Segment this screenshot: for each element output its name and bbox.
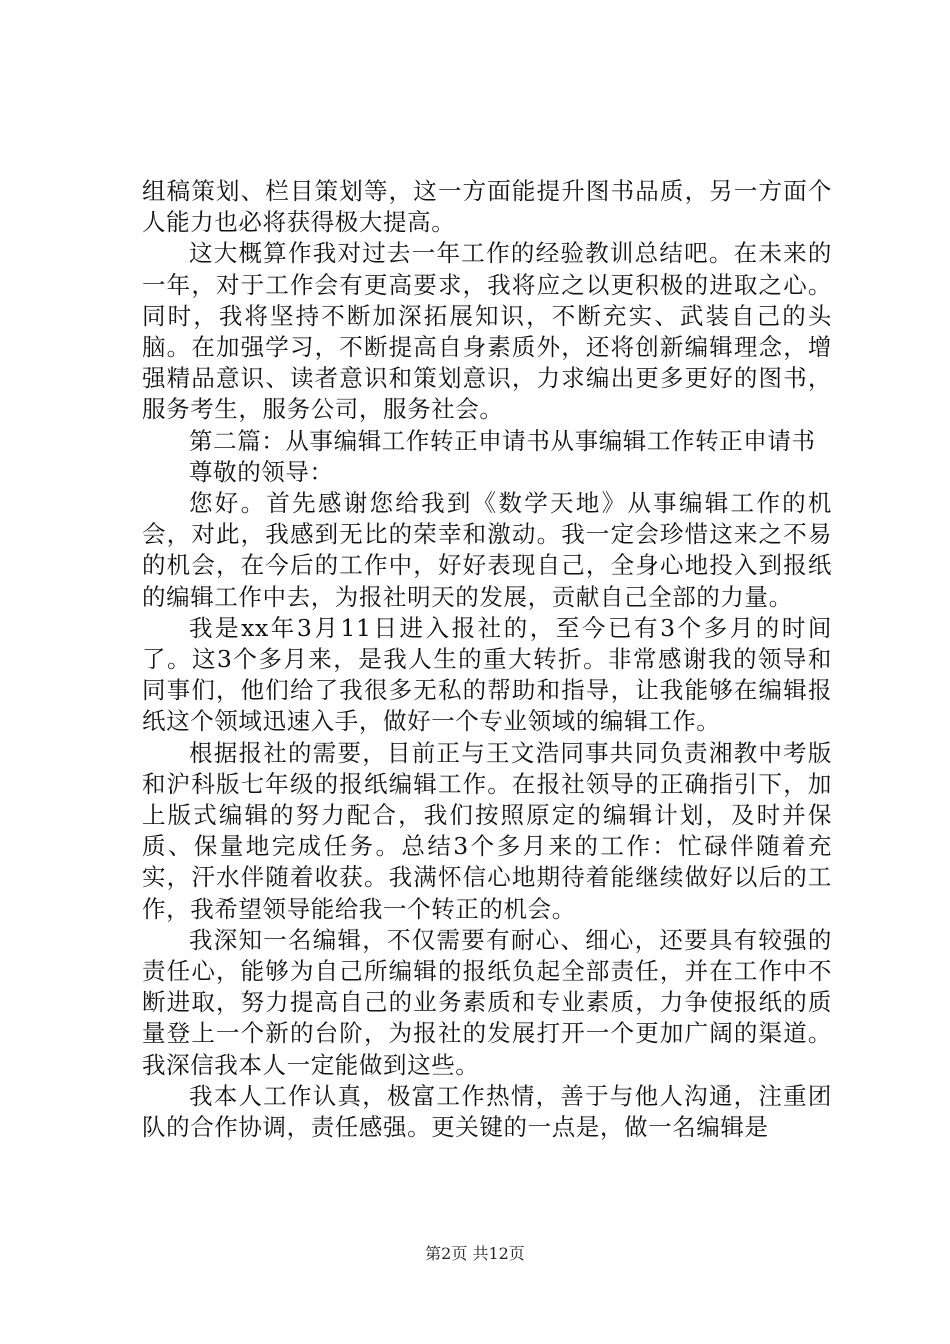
paragraph-2: 这大概算作我对过去一年工作的经验教训总结吧。在未来的一年，对于工作会有更高要求，我将应之以更积极的进取之心。同时，我将坚持不断加深拓展知识，不断充实、武装自己的头脑。在加强学习，不断提高自身素质外，还将创新编辑理念，增强精品意识、读者意识和策划意识，力求编出更多更好的图书，服务考生，服务公司，服务社会。 (142, 239, 832, 424)
document-body (142, 176, 832, 1143)
paragraph-work-summary: 根据报社的需要，目前正与王文浩同事共同负责湘教中考版和沪科版七年级的报纸编辑工作。在报社领导的正确指引下，加上版式编辑的努力配合，我们按照原定的编辑计划，及时并保质、保量地完成任务。总结3个多月来的工作：忙碌伴随着充实，汗水伴随着收获。我满怀信心地期待着能继续做好以后的工作，我希望领导能给我一个转正的机会。 (142, 738, 832, 923)
paragraph-self-assessment: 我本人工作认真，极富工作热情，善于与他人沟通，注重团队的合作协调，责任感强。更关键的一点是，做一名编辑是 (142, 1081, 832, 1142)
salutation: 尊敬的领导： (189, 457, 334, 486)
page-number-footer: 第2页 共12页 (425, 1244, 525, 1263)
paragraph-joining: 我是xx年3月11日进入报社的，至今已有3个多月的时间了。这3个多月来，是我人生的重大转折。非常感谢我的领导和同事们，他们给了我很多无私的帮助和指导，让我能够在编辑报纸这个领域迅速入手，做好一个专业领域的编辑工作。 (142, 613, 832, 736)
paragraph-1: 组稿策划、栏目策划等，这一方面能提升图书品质，另一方面个人能力也必将获得极大提高。 (142, 177, 832, 237)
section-heading: 第二篇：从事编辑工作转正申请书从事编辑工作转正申请书 (189, 426, 816, 455)
paragraph-greeting: 您好。首先感谢您给我到《数学天地》从事编辑工作的机会，对此，我感到无比的荣幸和激动。我一定会珍惜这来之不易的机会，在今后的工作中，好好表现自己，全身心地投入到报纸的编辑工作中去，为报社明天的发展，贡献自己全部的力量。 (142, 489, 832, 611)
paragraph-responsibility: 我深知一名编辑，不仅需要有耐心、细心，还要具有较强的责任心，能够为自己所编辑的报纸负起全部责任，并在工作中不断进取，努力提高自己的业务素质和专业素质，力争使报纸的质量登上一个新的台阶，为报社的发展打开一个更加广阔的渠道。我深信我本人一定能做到这些。 (142, 925, 832, 1079)
